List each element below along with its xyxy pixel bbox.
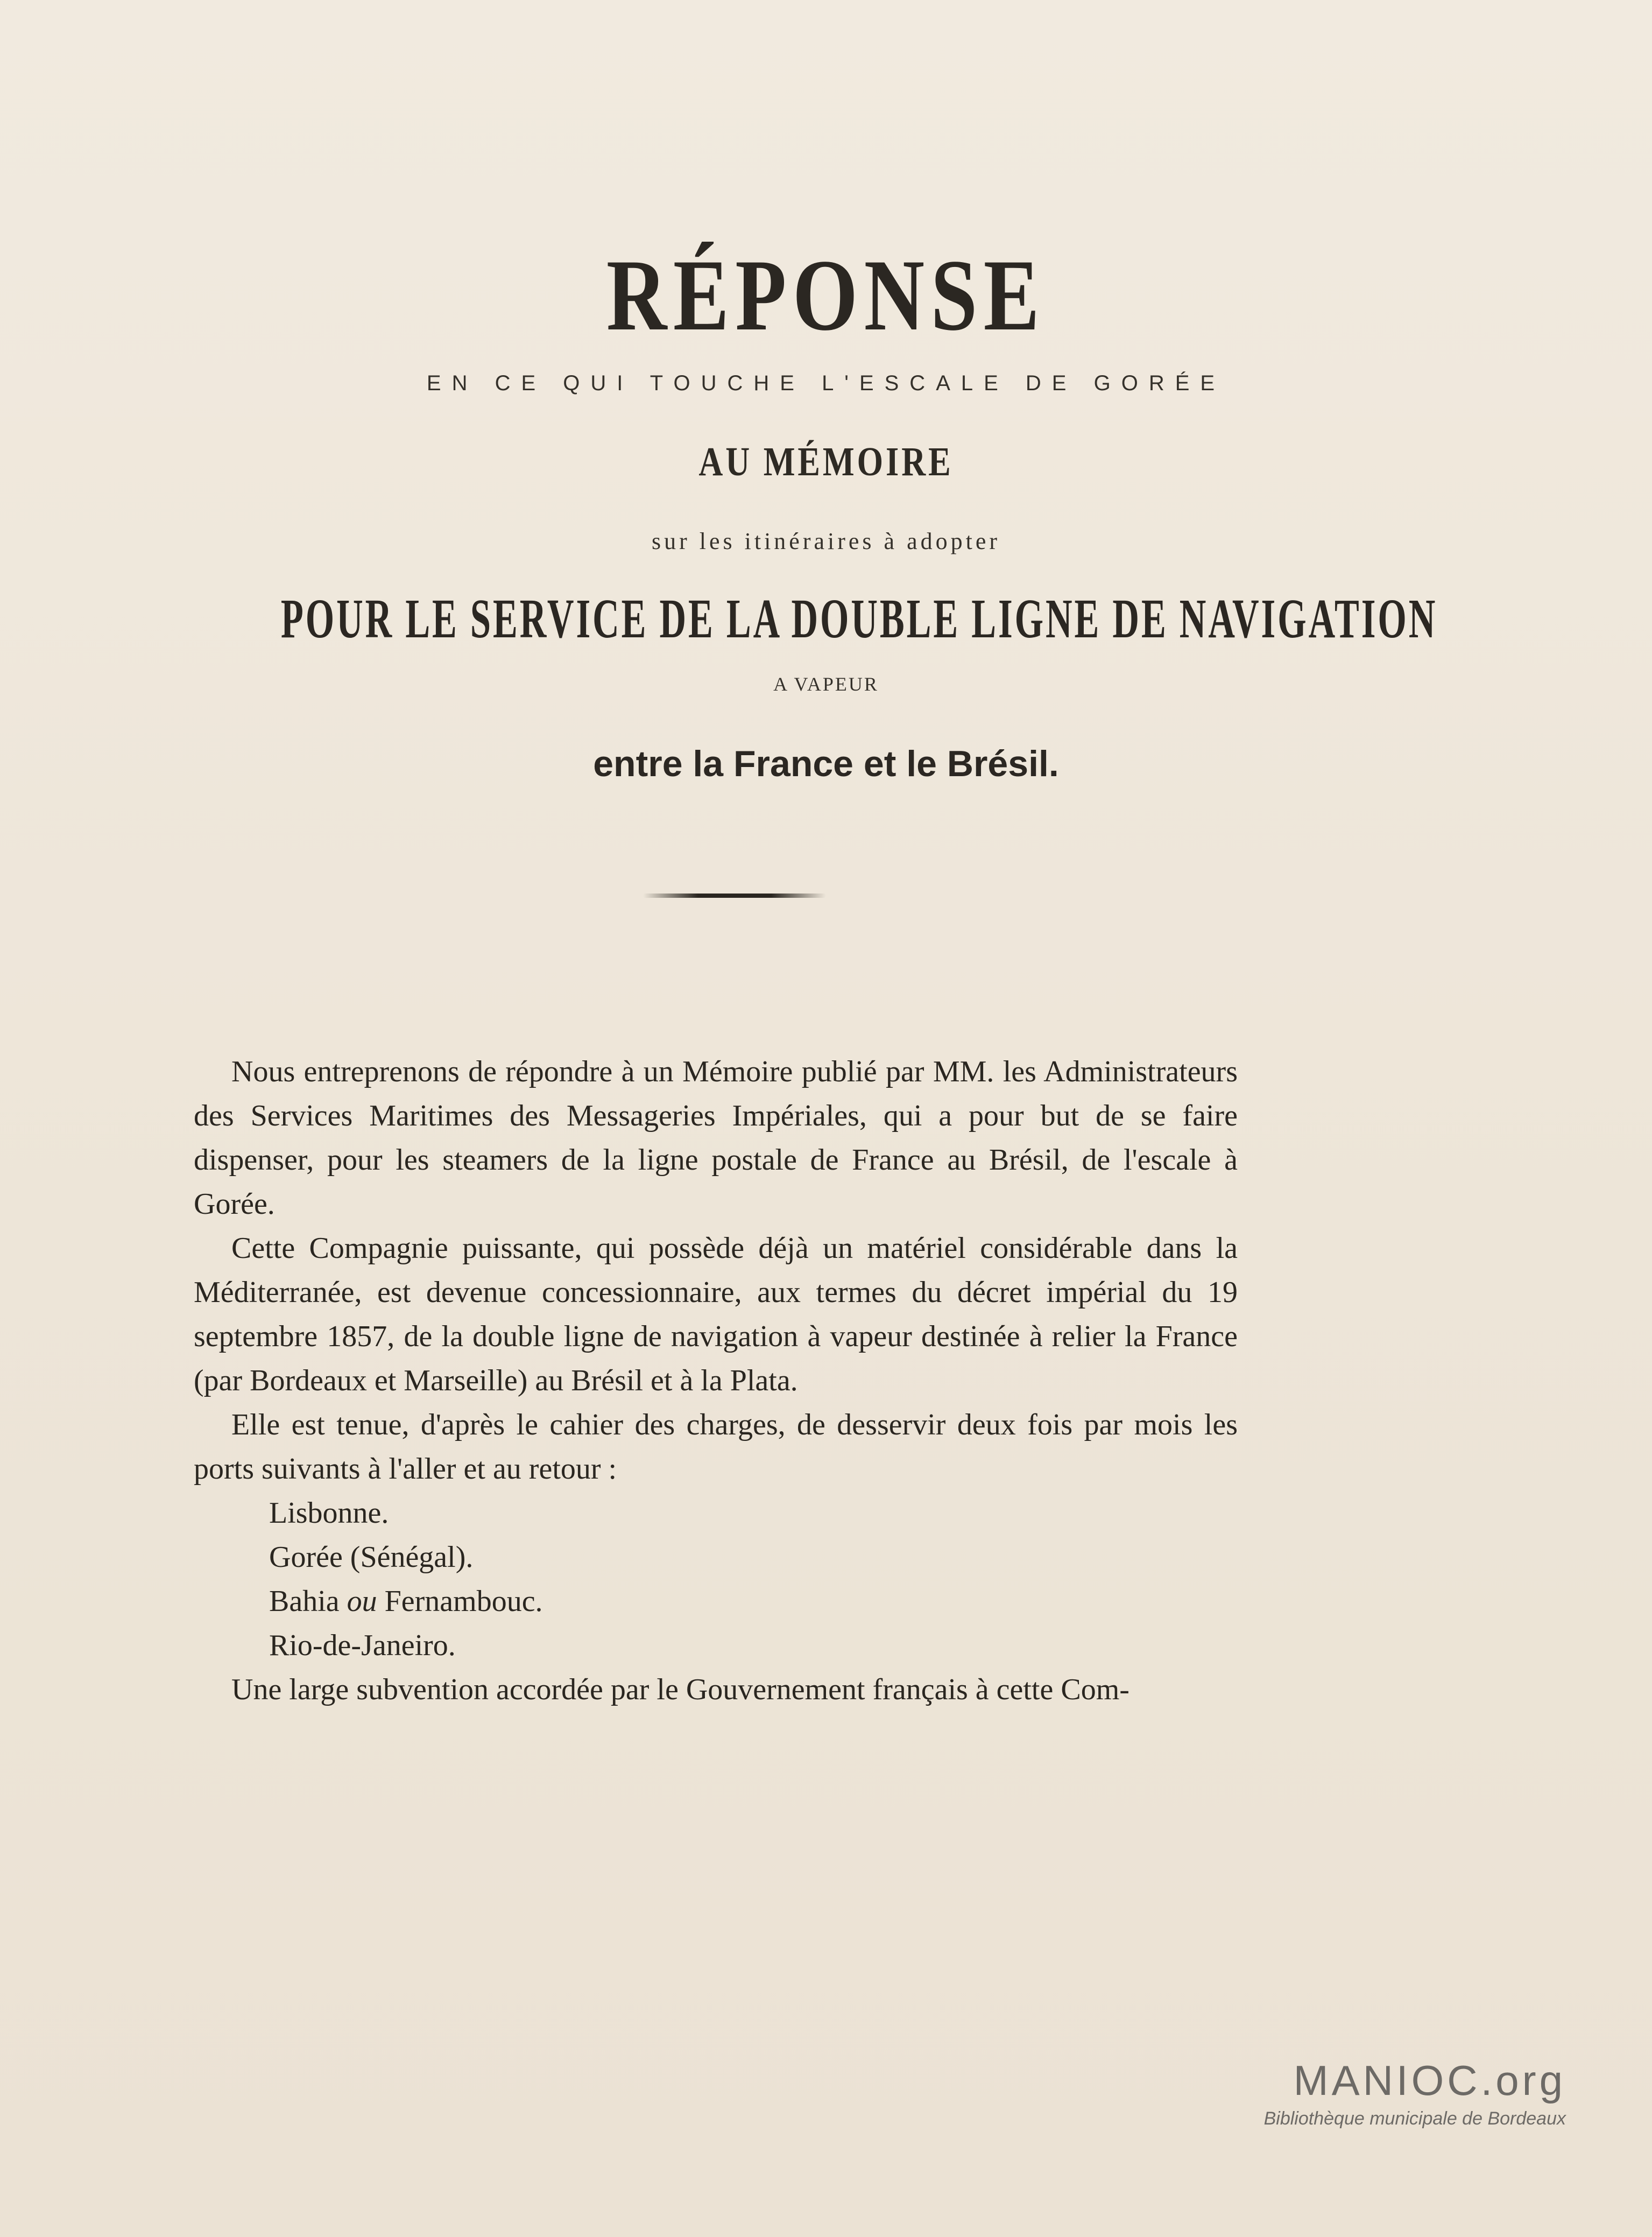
divider-rule xyxy=(643,894,826,898)
port-conjunction: ou xyxy=(347,1585,377,1618)
port-name: Fernambouc. xyxy=(384,1585,543,1618)
ports-list xyxy=(194,1491,1238,1668)
library-credit: Bibliothèque municipale de Bordeaux xyxy=(1263,2108,1566,2129)
port-item: Rio-de-Janeiro. xyxy=(269,1629,456,1662)
port-item: Lisbonne. xyxy=(269,1496,389,1530)
port-name: Bahia xyxy=(269,1585,340,1618)
france-bresil-heading: entre la France et le Brésil. xyxy=(593,743,1059,784)
document-subtitle: EN CE QUI TOUCHE L'ESCALE DE GORÉE xyxy=(426,371,1226,395)
paragraph-4: Une large subvention accordée par le Gouvernement français à cette Com- xyxy=(231,1673,1129,1706)
service-heading: POUR LE SERVICE DE LA DOUBLE LIGNE DE NAVIGATION xyxy=(280,588,1438,650)
vapeur-line: A VAPEUR xyxy=(773,673,879,695)
manioc-logo: MANIOC.org xyxy=(1293,2057,1566,2104)
itineraires-line: sur les itinéraires à adopter xyxy=(651,528,1001,554)
manioc-watermark xyxy=(1264,2056,1566,2129)
port-item xyxy=(194,1579,1238,1623)
paragraph-2: Cette Compagnie puissante, qui possède déjà un matériel considérable dans la Méditerranée, est devenue concessionnaire, aux termes du décret impérial du 19 septembre 1857, de la double ligne de navigation à vapeur destinée à relier la France (par Bordeaux et Marseille) au Brésil et à la Plata. xyxy=(194,1232,1238,1397)
paragraph-1: Nous entreprenons de répondre à un Mémoire publié par MM. les Administrateurs des Services Maritimes des Messageries Impériales, qui a pour but de se faire dispenser, pour les steamers de la ligne postale de France au Brésil, de l'escale à Gorée. xyxy=(194,1055,1238,1221)
memoire-heading: AU MÉMOIRE xyxy=(698,439,954,484)
paragraph-3: Elle est tenue, d'après le cahier des charges, de desservir deux fois par mois les ports suivants à l'aller et au retour : xyxy=(194,1408,1238,1486)
document-title: RÉPONSE xyxy=(606,239,1046,352)
port-item: Gorée (Sénégal). xyxy=(269,1540,474,1574)
body-text xyxy=(194,1050,1238,1712)
